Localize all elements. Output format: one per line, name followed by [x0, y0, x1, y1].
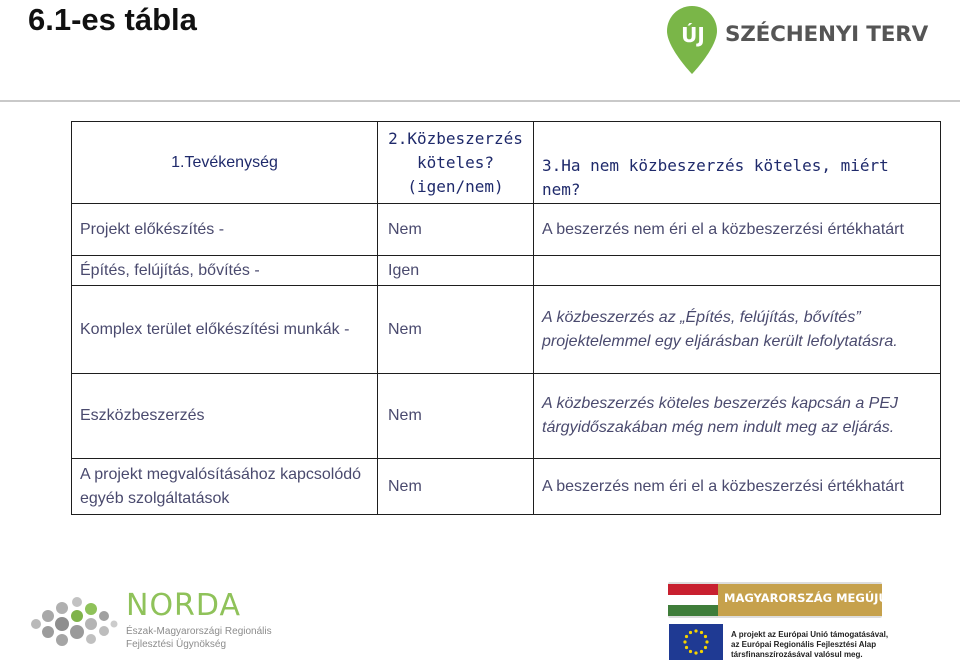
table-row — [72, 374, 941, 459]
header-procurement-required: 2.Közbeszerzés köteles? (igen/nem) — [378, 122, 534, 204]
answer-cell: Nem — [378, 204, 534, 256]
answer-cell: Nem — [378, 286, 534, 374]
eu-flag-icon — [669, 624, 723, 660]
eu-text-line-3: társfinanszírozásával valósul meg. — [731, 650, 863, 659]
norda-subtitle-1: Észak-Magyarországi Regionális — [126, 626, 272, 637]
table-header-row — [72, 122, 941, 204]
reason-cell — [534, 256, 941, 286]
answer-cell: Nem — [378, 374, 534, 459]
table-row — [72, 286, 941, 374]
activity-cell: A projekt megvalósításához kapcsolódó egyéb szolgáltatások — [72, 459, 378, 515]
magyarorszag-megujul-logo — [668, 584, 896, 616]
header-divider — [0, 100, 960, 102]
reason-cell: A közbeszerzés az „Építés, felújítás, bővítés” projektelemmel egy eljárásban került lefolytatásra. — [534, 286, 941, 374]
eu-text-line-2: az Európai Regionális Fejlesztési Alap — [731, 640, 877, 649]
uj-szechenyi-terv-logo — [665, 4, 929, 84]
activity-cell: Építés, felújítás, bővítés - — [72, 256, 378, 286]
reason-cell: A beszerzés nem éri el a közbeszerzési értékhatárt — [534, 459, 941, 515]
table-row — [72, 256, 941, 286]
norda-name: NORDA — [126, 588, 241, 623]
answer-cell: Igen — [378, 256, 534, 286]
magyarorszag-megujul-text: MAGYARORSZÁG MEGÚJUL — [724, 591, 896, 605]
answer-cell: Nem — [378, 459, 534, 515]
norda-subtitle-2: Fejlesztési Ügynökség — [126, 639, 227, 650]
norda-logo — [28, 588, 272, 654]
slide-title: 6.1-es tábla — [28, 2, 197, 37]
header-activity: 1.Tevékenység — [72, 122, 378, 204]
activity-cell: Komplex terület előkészítési munkák - — [72, 286, 378, 374]
table-row — [72, 459, 941, 515]
dot-cluster-icon — [28, 594, 118, 650]
table-row — [72, 204, 941, 256]
reason-cell: A közbeszerzés köteles beszerzés kapcsán a PEJ tárgyidőszakában még nem indult meg az eljárás. — [534, 374, 941, 459]
header-reason: 3.Ha nem közbeszerzés köteles, miért nem? — [534, 122, 941, 204]
reason-cell: A beszerzés nem éri el a közbeszerzési értékhatárt — [534, 204, 941, 256]
activity-cell: Projekt előkészítés - — [72, 204, 378, 256]
logo-badge-text: ÚJ — [681, 23, 705, 47]
activity-cell: Eszközbeszerzés — [72, 374, 378, 459]
logo-name: SZÉCHENYI TERV — [725, 22, 929, 47]
hungarian-flag-icon — [668, 584, 718, 616]
eu-text-line-1: A projekt az Európai Unió támogatásával, — [731, 630, 889, 639]
procurement-table — [71, 121, 941, 515]
